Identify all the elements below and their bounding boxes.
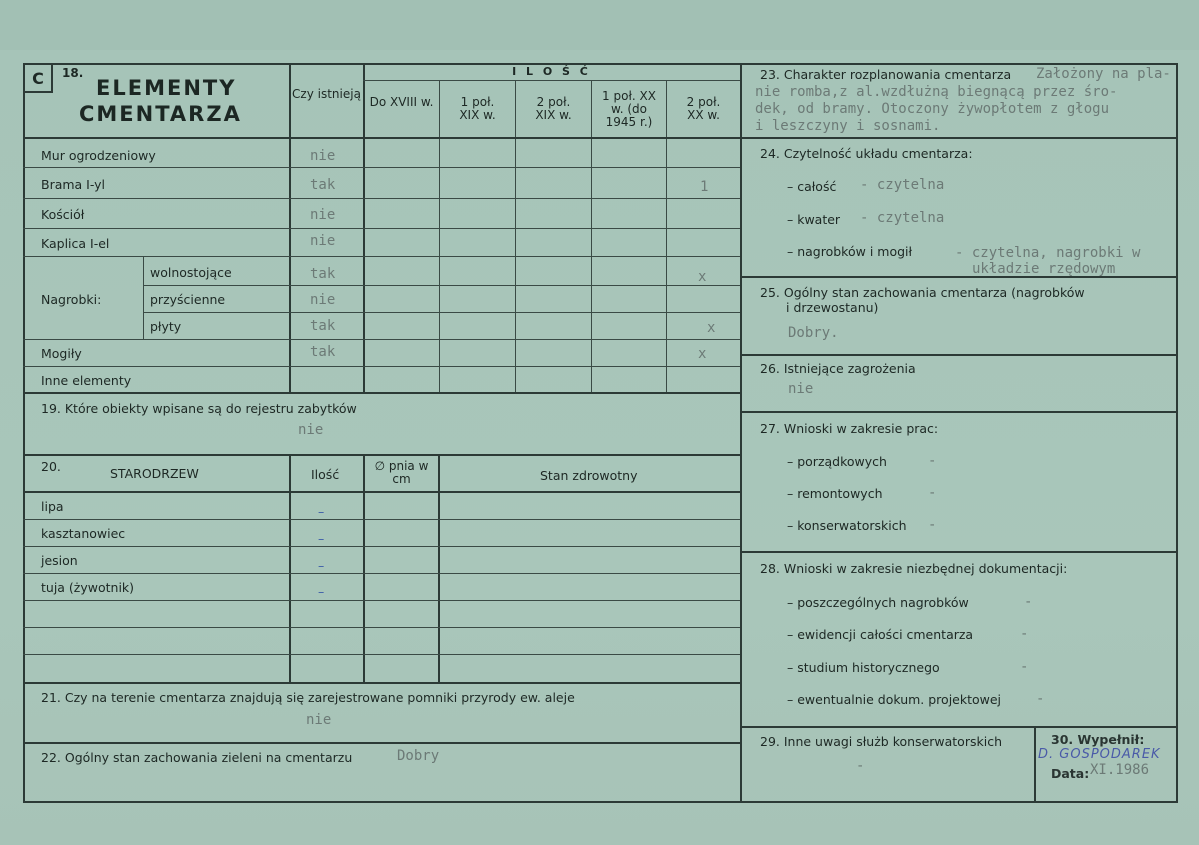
s27-label: 27. Wnioski w zakresie prac:: [760, 421, 939, 436]
main-divider: [740, 63, 742, 803]
s27-item-label: – porządkowych: [787, 454, 887, 469]
row-label-mogily: Mogiły: [41, 346, 82, 361]
section-letter: C: [32, 68, 44, 88]
row-label-kaplica: Kaplica I-el: [41, 236, 110, 251]
s19-label: 19. Które obiekty wpisane są do rejestru zabytków: [41, 401, 357, 416]
xx2-value: 1: [700, 179, 709, 195]
row-label-kosciol: Kościół: [41, 207, 85, 222]
row-label-plyty: płyty: [150, 319, 182, 334]
s25-label-line1: 25. Ogólny stan zachowania cmentarza (nagrobków: [760, 285, 1085, 300]
s20-header-bottom: [23, 491, 740, 493]
s28-item-value: -: [1036, 691, 1045, 707]
s19-value: nie: [298, 422, 324, 438]
s18-title-line2: CMENTARZA: [79, 102, 242, 126]
s20-bottom: [23, 682, 740, 684]
czy-value: tak: [310, 177, 336, 193]
s20-col-pnia: ∅ pnia w cm: [374, 459, 429, 486]
s28-item-value: -: [1020, 626, 1029, 642]
s24-value-line2: układzie rzędowym: [972, 261, 1116, 277]
row-line: [143, 312, 740, 313]
s27-item-value: -: [928, 453, 937, 469]
row-line: [23, 654, 740, 655]
s29-label: 29. Inne uwagi służb konserwatorskich: [760, 734, 1002, 749]
tree-label-tuja: tuja (żywotnik): [41, 580, 135, 595]
tree-label-kasztanowiec: kasztanowiec: [41, 526, 126, 541]
xx2-value: x: [707, 320, 716, 336]
czy-value: nie: [310, 207, 336, 223]
s24-label: 24. Czytelność układu cmentarza:: [760, 146, 973, 161]
s23-text-line1: Założony na pla-: [1036, 66, 1171, 82]
s20-col-line: [438, 454, 440, 682]
row-line: [23, 573, 740, 574]
s30-date-label: Data:: [1051, 766, 1090, 781]
s26-bottom: [740, 411, 1178, 413]
s18-header-bottom: [23, 137, 740, 139]
czy-value: nie: [310, 148, 336, 164]
czy-value: tak: [310, 266, 336, 282]
s23-text-line3: dek, od bramy. Otoczony żywopłotem z głogu: [755, 101, 1110, 117]
nagrobki-label: Nagrobki:: [41, 292, 102, 307]
xx2-value: x: [698, 346, 707, 362]
s20-col-ilosc: Ilość: [311, 467, 340, 482]
s20-col-stan: Stan zdrowotny: [540, 468, 638, 483]
tree-label-jesion: jesion: [41, 553, 78, 568]
row-line: [23, 228, 740, 229]
nagrobki-divider: [143, 256, 144, 339]
s23-text-line2: nie romba,z al.wzdłużną biegnącą przez śro-: [755, 84, 1118, 100]
s23-label: 23. Charakter rozplanowania cmentarza: [760, 67, 1012, 82]
col-1pol-xx: 1 poł. XX w. (do 1945 r.): [602, 89, 656, 129]
s28-item-label: – ewentualnie dokum. projektowej: [787, 692, 1002, 707]
row-line: [23, 167, 740, 168]
s22-label: 22. Ogólny stan zachowania zieleni na cmentarzu: [41, 750, 353, 765]
row-line: [23, 339, 740, 340]
s27-item-value: -: [928, 517, 937, 533]
s25-bottom: [740, 354, 1178, 356]
s28-bottom: [740, 726, 1178, 728]
col-1pol-xix: 1 poł. XIX w.: [459, 95, 496, 122]
s24-item-value: - czytelna: [860, 177, 945, 193]
row-line: [23, 627, 740, 628]
row-line: [23, 519, 740, 520]
ilosc-underline: [363, 80, 740, 81]
s27-item-label: – konserwatorskich: [787, 518, 907, 533]
tree-ilosc: –: [318, 531, 325, 546]
s18-title-line1: ELEMENTY: [96, 76, 237, 100]
card-top-band: [0, 0, 1199, 50]
row-line: [23, 366, 740, 367]
s28-item-value: -: [1024, 594, 1033, 610]
tree-ilosc: –: [318, 558, 325, 573]
section-letter-box: [23, 63, 53, 93]
s24-item-value: - czytelna: [860, 210, 945, 226]
row-line: [23, 256, 740, 257]
col-2pol-xix: 2 poł. XIX w.: [535, 95, 572, 122]
row-line: [23, 546, 740, 547]
row-label-brama: Brama I-yl: [41, 177, 106, 192]
s20-title: STARODRZEW: [110, 466, 199, 481]
s28-label: 28. Wnioski w zakresie niezbędnej dokumentacji:: [760, 561, 1068, 576]
czy-value: nie: [310, 233, 336, 249]
s28-item-label: – poszczególnych nagrobków: [787, 595, 969, 610]
s18-bottom: [23, 392, 740, 394]
tree-ilosc: –: [318, 504, 325, 519]
s25-value: Dobry.: [788, 325, 839, 341]
s26-label: 26. Istniejące zagrożenia: [760, 361, 916, 376]
s30-signature: D. GOSPODAREK: [1038, 747, 1161, 762]
s27-item-value: -: [928, 485, 937, 501]
s19-bottom: [23, 454, 740, 456]
s21-bottom: [23, 742, 740, 744]
s21-value: nie: [306, 712, 332, 728]
s30-date-value: XI.1986: [1090, 762, 1150, 778]
s28-item-label: – ewidencji całości cmentarza: [787, 627, 974, 642]
s28-item-value: -: [1020, 659, 1029, 675]
s28-item-label: – studium historycznego: [787, 660, 940, 675]
czy-value: nie: [310, 292, 336, 308]
s24-item-label: – nagrobków i mogił: [787, 244, 913, 259]
s20-col-line: [289, 454, 291, 682]
row-label-wolnostojace: wolnostojące: [150, 265, 232, 280]
s24-bottom: [740, 276, 1178, 278]
row-line: [23, 600, 740, 601]
row-label-mur: Mur ogrodzeniowy: [41, 148, 156, 163]
s18-col-line: [439, 80, 440, 393]
czy-istnieja-header: Czy istnieją: [292, 87, 361, 101]
s30-label: 30. Wypełnił:: [1051, 732, 1145, 747]
czy-value: tak: [310, 344, 336, 360]
s29-value: -: [856, 758, 865, 774]
s26-value: nie: [788, 381, 814, 397]
czy-value: tak: [310, 318, 336, 334]
s23-text-line4: i leszczyny i sosnami.: [755, 118, 941, 134]
row-line: [23, 198, 740, 199]
row-line: [143, 285, 740, 286]
s18-col-line: [666, 80, 667, 393]
s27-bottom: [740, 551, 1178, 553]
col-2pol-xx: 2 poł. XX w.: [686, 95, 721, 122]
tree-label-lipa: lipa: [41, 499, 64, 514]
s24-item-label: – kwater: [787, 212, 841, 227]
s18-col-line: [515, 80, 516, 393]
s23-bottom: [740, 137, 1178, 139]
s25-label-line2: i drzewostanu): [786, 300, 879, 315]
row-label-przyscienne: przyścienne: [150, 292, 226, 307]
s24-item-label: – całość: [787, 179, 837, 194]
xx2-value: x: [698, 269, 707, 285]
col-do-xviii: Do XVIII w.: [369, 95, 434, 109]
s20-col-line: [363, 454, 365, 682]
row-label-inne: Inne elementy: [41, 373, 132, 388]
s21-label: 21. Czy na terenie cmentarza znajdują się zarejestrowane pomniki przyrody ew. aleje: [41, 690, 575, 705]
tree-ilosc: –: [318, 584, 325, 599]
s20-number: 20.: [41, 459, 61, 474]
s30-divider: [1034, 726, 1036, 803]
ilosc-header: I L O Ś Ć: [512, 65, 591, 78]
s18-number: 18.: [62, 66, 84, 80]
s22-value: Dobry: [397, 748, 440, 764]
s27-item-label: – remontowych: [787, 486, 883, 501]
s24-item-value: - czytelna, nagrobki w: [955, 245, 1141, 261]
